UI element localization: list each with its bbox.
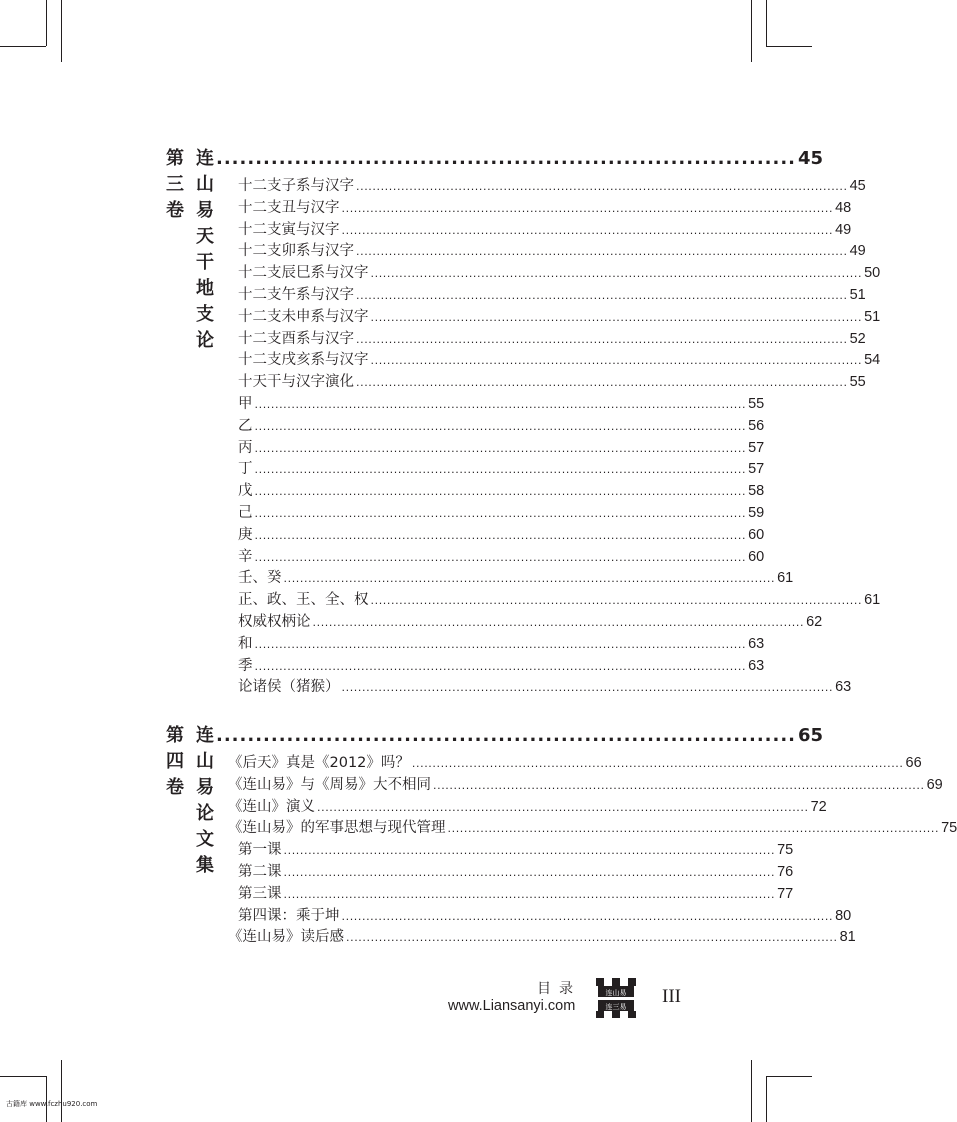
- entry-page: 81: [839, 929, 856, 946]
- toc-entry[interactable]: [238, 632, 765, 654]
- entry-title: 庚: [238, 526, 253, 543]
- leader-dots: ........................................................................................................................: [370, 310, 863, 324]
- toc-entry[interactable]: [238, 523, 765, 545]
- toc-entry[interactable]: [228, 773, 943, 795]
- entry-page: 60: [748, 548, 765, 565]
- leader-dots: ........................................................................................................................: [341, 223, 834, 237]
- leader-dots: ........................................................................................................................: [370, 267, 863, 281]
- footer-label: 目录: [537, 981, 581, 997]
- leader-dots: ........................................................................................................................: [346, 931, 838, 945]
- entry-page: 62: [806, 613, 823, 630]
- entry-page: 55: [748, 395, 765, 412]
- toc-entry[interactable]: [238, 348, 881, 370]
- toc-entry[interactable]: [238, 610, 823, 632]
- entry-page: 72: [810, 798, 827, 815]
- crop-mark: [46, 0, 47, 46]
- entry-title: 丙: [238, 439, 253, 456]
- entry-page: 63: [835, 679, 852, 696]
- watermark-text: 古籍库 www.fczhu920.com: [6, 1100, 98, 1108]
- leader-dots: ........................................................................................................................: [254, 419, 747, 433]
- toc-entry[interactable]: [238, 196, 852, 218]
- leader-dots: ........................................................................................................................: [411, 757, 904, 770]
- crop-mark: [0, 46, 46, 47]
- toc-entry[interactable]: [238, 261, 881, 283]
- leader-dots: ........................................................................................................................: [283, 572, 776, 586]
- entry-title: 第二课: [238, 863, 282, 880]
- toc-entry[interactable]: [228, 751, 922, 773]
- page-number: III: [662, 986, 681, 1007]
- entry-page: 75: [777, 842, 794, 859]
- leader-dots: ........................................................................................................................: [254, 506, 747, 520]
- entry-title: 《连山易》与《周易》大不相同: [228, 776, 431, 793]
- entry-page: 63: [748, 657, 765, 674]
- leader-dots: ........................................................................................................................: [356, 180, 848, 193]
- crop-mark: [766, 1076, 767, 1122]
- toc-entry[interactable]: [238, 479, 765, 501]
- logo-text-bottom: 连三易: [605, 1003, 627, 1011]
- leader-dots: ........................................................................................................................: [254, 441, 747, 455]
- entry-page: 55: [849, 374, 866, 391]
- entry-page: 49: [849, 243, 866, 260]
- toc-entries: [166, 174, 881, 697]
- leader-dots: ........................................................................................................................: [447, 822, 940, 836]
- entry-title: 《后天》真是《2012》吗？: [228, 755, 410, 771]
- crop-mark: [766, 46, 812, 47]
- toc-entry[interactable]: [228, 925, 856, 947]
- toc-entry[interactable]: [238, 414, 765, 436]
- entry-page: 75: [941, 820, 957, 837]
- leader-dots: ........................................................................................................................: [254, 637, 747, 651]
- toc-entry[interactable]: [238, 545, 765, 567]
- entry-title: 和: [238, 635, 253, 652]
- logo-icon: [596, 978, 636, 1018]
- entry-page: 59: [748, 504, 765, 521]
- entry-title: 十二支子系与汉字: [238, 178, 354, 194]
- entry-title: 己: [238, 504, 253, 521]
- entry-title: 十二支戌亥系与汉字: [238, 352, 369, 369]
- leader-dots: ........................................................................................................................: [283, 865, 776, 879]
- entry-page: 57: [748, 461, 765, 478]
- entry-title: 正、政、王、全、权: [238, 592, 369, 609]
- leader-dots: ........................................................................................................................: [317, 800, 809, 814]
- toc-entry[interactable]: [238, 501, 765, 523]
- entry-page: 52: [849, 330, 866, 347]
- leader-dots: ........................................................................................................................: [356, 332, 848, 346]
- toc-entry[interactable]: [228, 860, 794, 882]
- entry-title: 十二支寅与汉字: [238, 221, 340, 238]
- toc-entry[interactable]: [228, 795, 827, 817]
- section-page: 65: [798, 725, 824, 746]
- entry-title: 第一课: [238, 842, 282, 859]
- entry-page: 69: [926, 776, 943, 793]
- entry-page: 61: [777, 570, 794, 587]
- entry-title: 壬、癸: [238, 570, 282, 587]
- toc-entry[interactable]: [238, 675, 852, 697]
- toc-entry[interactable]: [238, 174, 866, 196]
- entry-title: 第四课：乘于坤: [238, 907, 340, 924]
- section-title: 连山易论文集: [196, 725, 214, 876]
- toc-entries: [166, 751, 957, 947]
- entry-page: 49: [835, 221, 852, 238]
- section-page: 45: [798, 148, 824, 169]
- crop-mark: [61, 1060, 62, 1122]
- entry-title: 丁: [238, 461, 253, 478]
- toc-section-vol4: [166, 721, 957, 947]
- toc-entry[interactable]: [228, 816, 957, 838]
- section-title: 连山易天干地支论: [196, 148, 214, 351]
- leader-dots: ........................................................................................................................: [254, 550, 747, 564]
- leader-dots: ........................................................................................................................: [356, 245, 848, 259]
- toc-entry[interactable]: [238, 588, 881, 610]
- crop-mark: [751, 0, 752, 62]
- entry-title: 十天干与汉字演化: [238, 374, 354, 391]
- crop-mark: [766, 1076, 812, 1077]
- entry-title: 十二支辰巳系与汉字: [238, 265, 369, 282]
- entry-title: 甲: [238, 395, 253, 412]
- toc-entry[interactable]: [228, 904, 852, 926]
- leader-dots: ..........................................................................: [216, 148, 797, 169]
- leader-dots: ........................................................................................................................: [341, 201, 834, 215]
- entry-title: 季: [238, 657, 253, 674]
- entry-title: 十二支未申系与汉字: [238, 308, 369, 325]
- entry-title: 十二支午系与汉字: [238, 286, 354, 303]
- entry-title: 论诸侯（猪猴）: [238, 679, 340, 696]
- leader-dots: ........................................................................................................................: [254, 659, 747, 673]
- crop-mark: [0, 1076, 46, 1077]
- entry-title: 第三课: [238, 885, 282, 902]
- leader-dots: ........................................................................................................................: [254, 485, 747, 499]
- entry-page: 76: [777, 863, 794, 880]
- entry-page: 77: [777, 885, 794, 902]
- leader-dots: ........................................................................................................................: [254, 463, 747, 477]
- entry-page: 61: [864, 592, 881, 609]
- footer-url[interactable]: www.Liansanyi.com: [448, 998, 576, 1014]
- logo-text-top: 连山易: [605, 989, 627, 997]
- entry-page: 57: [748, 439, 765, 456]
- leader-dots: ........................................................................................................................: [356, 288, 848, 302]
- crop-mark: [766, 0, 767, 46]
- toc-entry[interactable]: [238, 654, 765, 676]
- entry-page: 60: [748, 526, 765, 543]
- toc-entry[interactable]: [228, 838, 794, 860]
- entry-page: 45: [849, 178, 866, 194]
- leader-dots: ........................................................................................................................: [341, 681, 834, 695]
- toc-entry[interactable]: [238, 239, 866, 261]
- toc-entry[interactable]: [238, 218, 852, 240]
- volume-label: 第三卷: [166, 148, 184, 221]
- entry-title: 辛: [238, 548, 253, 565]
- crop-mark: [751, 1060, 752, 1122]
- entry-page: 54: [864, 352, 881, 369]
- leader-dots: ........................................................................................................................: [283, 887, 776, 901]
- leader-dots: ........................................................................................................................: [356, 376, 848, 390]
- toc-entry[interactable]: [238, 392, 765, 414]
- entry-title: 乙: [238, 417, 253, 434]
- leader-dots: ........................................................................................................................: [370, 594, 863, 608]
- entry-page: 56: [748, 417, 765, 434]
- entry-title: 《连山易》读后感: [228, 929, 344, 946]
- leader-dots: ..........................................................................: [216, 725, 797, 746]
- volume-label: 第四卷: [166, 725, 184, 798]
- entry-title: 《连山易》的军事思想与现代管理: [228, 820, 446, 837]
- toc-entry[interactable]: [228, 882, 794, 904]
- toc-entry[interactable]: [238, 370, 866, 392]
- entry-page: 58: [748, 483, 765, 500]
- leader-dots: ........................................................................................................................: [312, 615, 805, 629]
- entry-page: 50: [864, 265, 881, 282]
- entry-page: 80: [835, 907, 852, 924]
- leader-dots: ........................................................................................................................: [341, 909, 834, 923]
- entry-page: 66: [905, 755, 922, 771]
- entry-title: 十二支卯系与汉字: [238, 243, 354, 260]
- leader-dots: ........................................................................................................................: [433, 778, 925, 792]
- entry-title: 十二支丑与汉字: [238, 199, 340, 216]
- toc-entry[interactable]: [238, 436, 765, 458]
- entry-title: 《连山》演义: [228, 798, 315, 815]
- toc-section-vol3: [166, 144, 881, 697]
- leader-dots: ........................................................................................................................: [370, 354, 863, 368]
- entry-page: 63: [748, 635, 765, 652]
- toc-entry[interactable]: [238, 305, 881, 327]
- entry-page: 51: [864, 308, 881, 325]
- entry-page: 51: [849, 286, 866, 303]
- leader-dots: ........................................................................................................................: [254, 397, 747, 411]
- toc-entry[interactable]: [238, 566, 794, 588]
- toc-entry[interactable]: [238, 327, 866, 349]
- toc-entry[interactable]: [238, 457, 765, 479]
- entry-title: 戊: [238, 483, 253, 500]
- leader-dots: ........................................................................................................................: [254, 528, 747, 542]
- toc-entry[interactable]: [238, 283, 866, 305]
- leader-dots: ........................................................................................................................: [283, 844, 776, 858]
- crop-mark: [61, 0, 62, 62]
- entry-title: 权威权柄论: [238, 613, 311, 630]
- entry-page: 48: [835, 199, 852, 216]
- entry-title: 十二支酉系与汉字: [238, 330, 354, 347]
